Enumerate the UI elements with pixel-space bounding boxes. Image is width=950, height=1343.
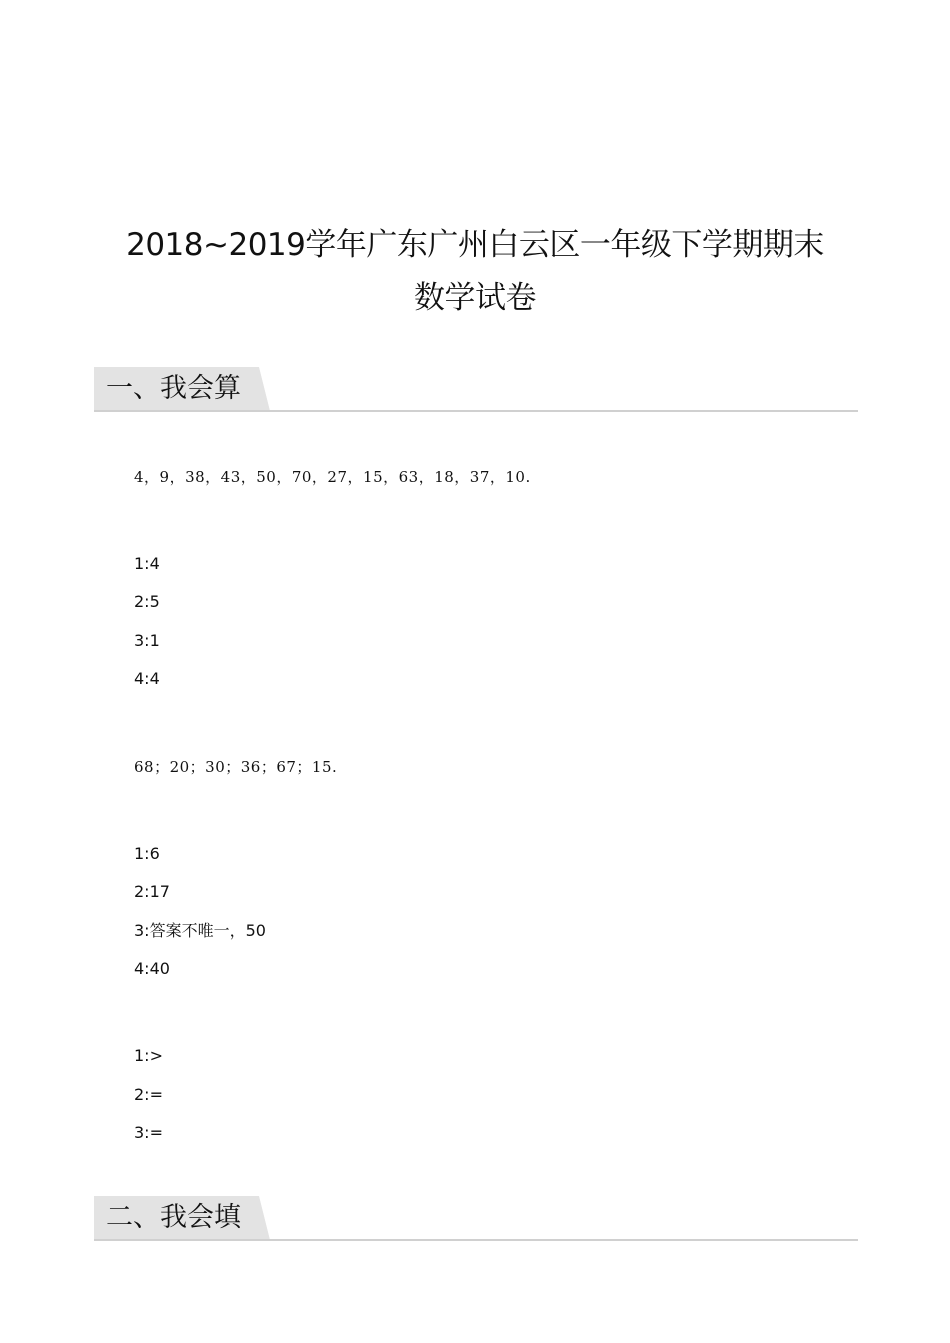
- section-divider: [94, 1239, 858, 1241]
- section-header-1: [94, 367, 858, 413]
- answer-line: 4:4: [134, 669, 160, 688]
- answer-line: 3:1: [134, 631, 160, 650]
- section-divider: [94, 410, 858, 412]
- answer-line: 1:>: [134, 1046, 163, 1065]
- answer-line: 2:17: [134, 882, 170, 901]
- answer-line: 1:4: [134, 554, 160, 573]
- answer-line: 4，9，38，43，50，70，27，15，63，18，37，10.: [134, 468, 531, 486]
- answer-line: 4:40: [134, 959, 170, 978]
- section-heading-1: 一、我会算: [106, 373, 241, 404]
- answer-line: 68；20；30；36；67；15.: [134, 758, 338, 776]
- section-header-2: [94, 1196, 858, 1242]
- page-title-line-2: 数学试卷: [414, 280, 536, 316]
- answer-line: 1:6: [134, 844, 160, 863]
- answer-line: 3:答案不唯一，50: [134, 921, 266, 940]
- page-title-line-1: 2018~2019学年广东广州白云区一年级下学期期末: [126, 227, 824, 263]
- answer-line: 2:=: [134, 1085, 163, 1104]
- answer-line: 2:5: [134, 592, 160, 611]
- section-heading-2: 二、我会填: [106, 1202, 241, 1233]
- answer-line: 3:=: [134, 1123, 163, 1142]
